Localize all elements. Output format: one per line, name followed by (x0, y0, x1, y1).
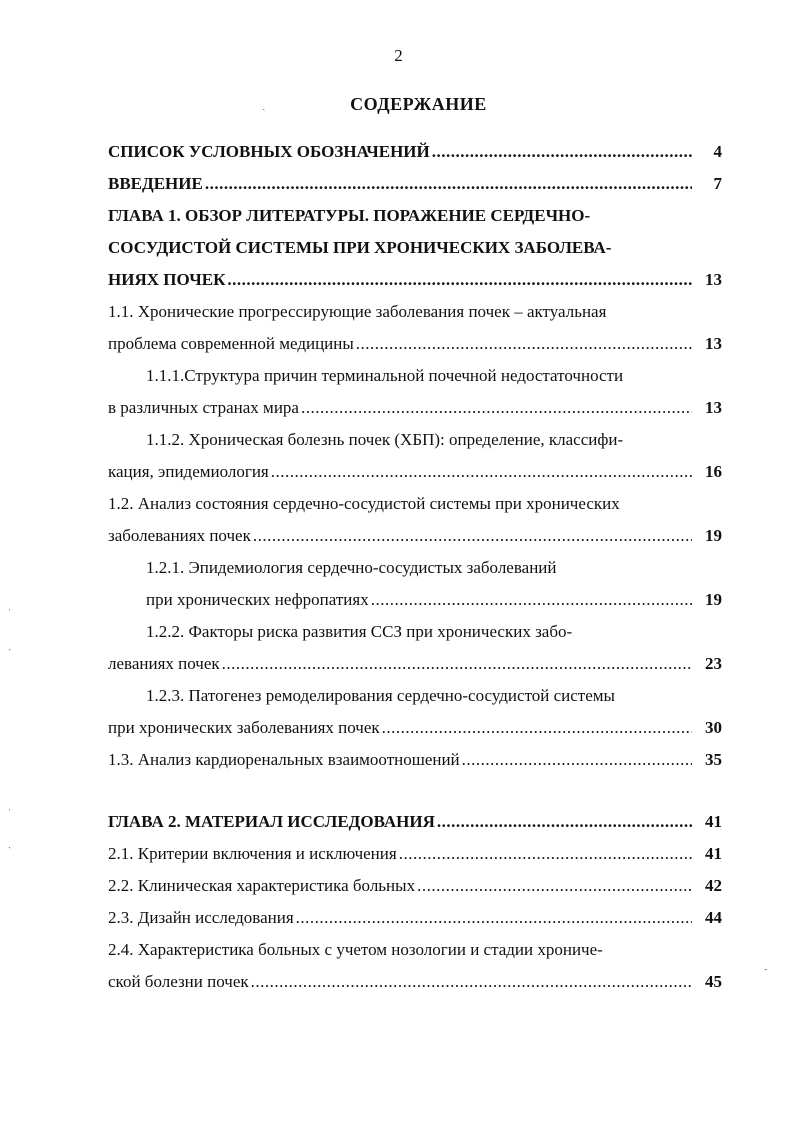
toc-page-number: 42 (705, 876, 722, 895)
toc-entry-text: 2.2. Клиническая характеристика больных (108, 876, 416, 895)
toc-entry-last-line (108, 520, 722, 552)
toc-entry (108, 488, 722, 552)
toc-entry-text: 2.1. Критерии включения и исключения (108, 844, 397, 863)
toc-entry-text: леваниях почек (108, 654, 220, 673)
toc-page-number: 7 (713, 174, 722, 193)
toc-page-number: 13 (705, 270, 722, 289)
toc-entry-last-line (108, 264, 722, 296)
toc-entry-line: 1.1.2. Хроническая болезнь почек (ХБП): определение, классифи- (146, 430, 624, 449)
toc-entry-text: при хронических нефропатиях (146, 590, 369, 609)
toc-page-number: 23 (705, 654, 722, 673)
toc-page-number: 4 (713, 142, 722, 161)
scan-speck: ˎ (262, 100, 266, 111)
toc-entry (108, 806, 722, 838)
toc-entry (108, 200, 722, 296)
toc-entry (108, 296, 722, 360)
toc-entry (108, 838, 722, 870)
toc-entry-text: ВВЕДЕНИЕ (108, 174, 203, 193)
toc-page-number: 44 (705, 908, 722, 927)
toc-entry-last-line (108, 744, 722, 776)
toc-entry-last-line (108, 648, 722, 680)
toc-entry (108, 902, 722, 934)
toc-entry-last-line (108, 838, 722, 870)
toc-leader-dots (227, 264, 692, 296)
toc-leader-dots (382, 712, 692, 744)
toc-leader-dots (271, 456, 692, 488)
toc-entry (108, 360, 722, 424)
toc-leader-dots (205, 168, 692, 200)
toc-entry (108, 870, 722, 902)
toc-entry-last-line (108, 136, 722, 168)
toc-page-number: 19 (705, 590, 722, 609)
toc-leader-dots (437, 806, 692, 838)
scan-speck: ˌ (8, 800, 12, 811)
toc-entry-last-line (108, 456, 722, 488)
toc-entry-text: 1.3. Анализ кардиоренальных взаимоотношений (108, 750, 460, 769)
page-number: 2 (394, 46, 403, 65)
toc-entry-text: в различных странах мира (108, 398, 299, 417)
toc-entry-last-line (108, 328, 722, 360)
toc-entry-line: 1.1. Хронические прогрессирующие заболевания почек – актуальная (108, 302, 607, 321)
toc-entry-text: проблема современной медицины (108, 334, 354, 353)
section-gap (108, 776, 722, 806)
toc-entry-text: при хронических заболеваниях почек (108, 718, 380, 737)
toc-entry-line: 1.1.1.Структура причин терминальной почечной недостаточности (146, 366, 624, 385)
toc-entry-line: 1.2.1. Эпидемиология сердечно-сосудистых заболеваний (146, 558, 557, 577)
toc-entry-line: 1.2.3. Патогенез ремоделирования сердечно-сосудистой системы (146, 686, 615, 705)
toc-entry-last-line (108, 392, 722, 424)
toc-leader-dots (251, 966, 692, 998)
toc-entry (108, 168, 722, 200)
toc-entry (108, 136, 722, 168)
toc-entry-last-line (108, 584, 722, 616)
toc-entry-text: ГЛАВА 2. МАТЕРИАЛ ИССЛЕДОВАНИЯ (108, 812, 435, 831)
toc-entry-line: 1.2.2. Факторы риска развития ССЗ при хронических забо- (146, 622, 573, 641)
toc-leader-dots (417, 870, 692, 902)
toc-leader-dots (371, 584, 692, 616)
toc-entry-line: 1.2. Анализ состояния сердечно-сосудистой системы при хронических (108, 494, 620, 513)
toc-entry (108, 552, 722, 616)
toc-entry-text: 2.3. Дизайн исследования (108, 908, 294, 927)
toc-leader-dots (222, 648, 692, 680)
toc-entry-text: заболеваниях почек (108, 526, 251, 545)
toc-entry (108, 616, 722, 680)
toc-page-number: 19 (705, 526, 722, 545)
toc-entry-text: кация, эпидемиология (108, 462, 269, 481)
toc-leader-dots (253, 520, 692, 552)
toc-entry-last-line (108, 966, 722, 998)
toc-entry-last-line (108, 168, 722, 200)
toc-title: СОДЕРЖАНИЕ (350, 94, 487, 114)
toc-page-number: 13 (705, 334, 722, 353)
toc-leader-dots (432, 136, 692, 168)
table-of-contents (108, 136, 722, 998)
toc-page-number: 41 (705, 844, 722, 863)
toc-entry (108, 744, 722, 776)
scan-speck: ˌ (8, 600, 12, 611)
toc-leader-dots (296, 902, 692, 934)
toc-page-number: 16 (705, 462, 722, 481)
toc-entry (108, 424, 722, 488)
toc-entry-last-line (108, 902, 722, 934)
toc-page-number: 41 (705, 812, 722, 831)
toc-entry-last-line (108, 712, 722, 744)
toc-entry-last-line (108, 806, 722, 838)
toc-leader-dots (462, 744, 692, 776)
toc-entry-text: НИЯХ ПОЧЕК (108, 270, 226, 289)
toc-page-number: 35 (705, 750, 722, 769)
toc-page-number: 13 (705, 398, 722, 417)
toc-entry (108, 680, 722, 744)
scan-speck: ˎ (8, 838, 12, 849)
toc-leader-dots (399, 838, 692, 870)
toc-entry-line: 2.4. Характеристика больных с учетом нозологии и стадии хрониче- (108, 940, 603, 959)
toc-page-number: 30 (705, 718, 722, 737)
toc-entry-line: СОСУДИСТОЙ СИСТЕМЫ ПРИ ХРОНИЧЕСКИХ ЗАБОЛЕВА- (108, 238, 612, 257)
toc-entry-text: ской болезни почек (108, 972, 249, 991)
toc-entry-last-line (108, 870, 722, 902)
scan-speck: ˍ (764, 960, 768, 971)
toc-page-number: 45 (705, 972, 722, 991)
scan-speck: ˎ (8, 640, 12, 651)
toc-entry-text: СПИСОК УСЛОВНЫХ ОБОЗНАЧЕНИЙ (108, 142, 430, 161)
toc-entry (108, 934, 722, 998)
toc-leader-dots (356, 328, 692, 360)
toc-leader-dots (301, 392, 692, 424)
toc-entry-line: ГЛАВА 1. ОБЗОР ЛИТЕРАТУРЫ. ПОРАЖЕНИЕ СЕРДЕЧНО- (108, 206, 591, 225)
